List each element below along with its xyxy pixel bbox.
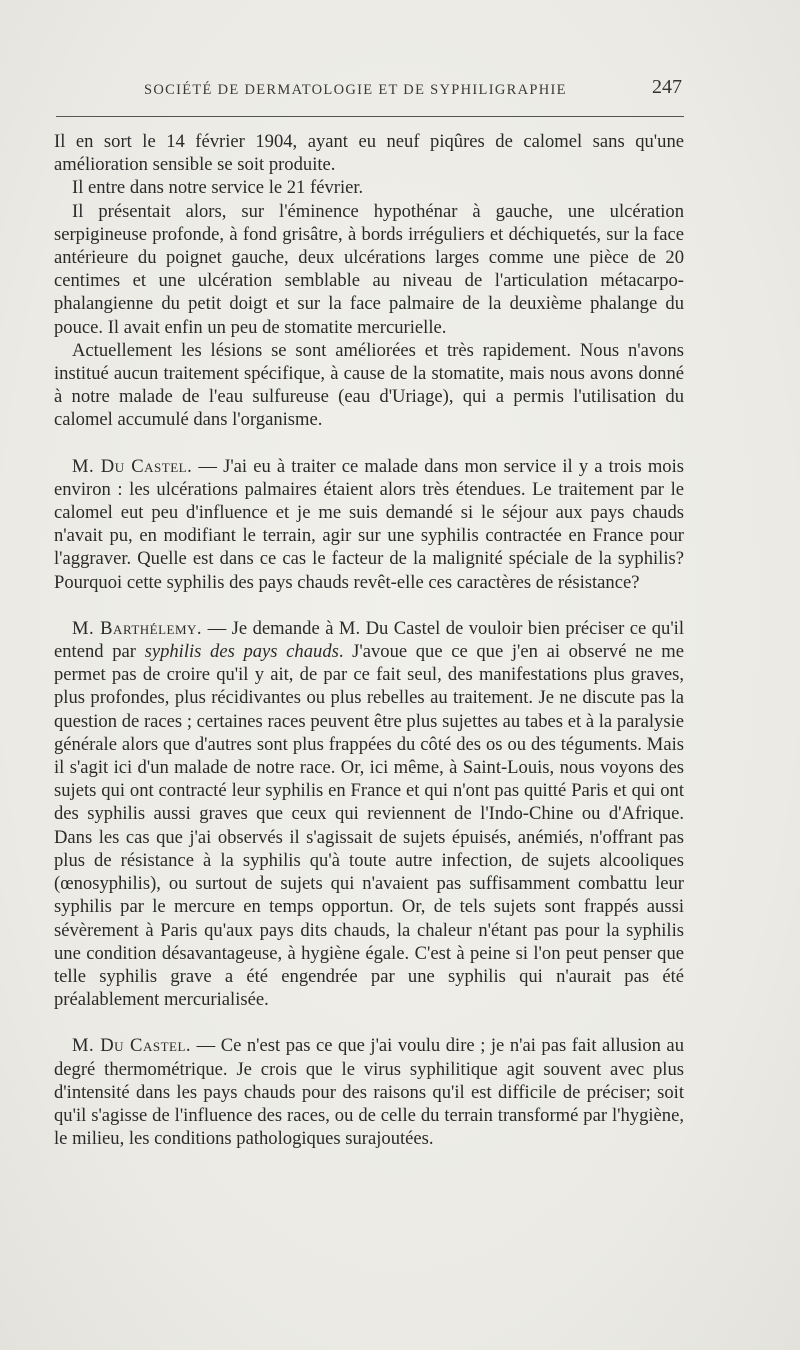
page-header xyxy=(56,76,684,106)
header-rule xyxy=(56,116,684,117)
paragraph: Il entre dans notre service le 21 février. xyxy=(72,177,364,199)
speaker-name: M. Du Castel. xyxy=(72,1035,192,1057)
paragraph xyxy=(54,1034,684,1150)
speech-text: — Je demande à M. Du Castel de vouloir bien préciser ce qu'il entend par xyxy=(54,617,684,663)
body-text xyxy=(54,130,684,1150)
emphasis-text: syphilis des pays chauds xyxy=(144,641,339,663)
paragraph: Actuellement les lésions se sont améliorées et très rapidement. Nous n'avons institué aucun traitement spécifique, à cause de la stomatite, mais nous avons donné à notre malade de l'eau sulfureuse (eau d'Uriage), qui a permis l'utilisation du calomel accumulé dans l'organisme. xyxy=(54,339,684,431)
speech-text: . J'avoue que ce que j'en ai observé ne me permet pas de croire qu'il y ait, de par ce fait seul, des manifestations plus graves, plus profondes, plus récidivantes ou plus rebelles au traitement. Je ne discute pas la question de races ; certaines races peuvent être plus sujettes au tabes et à la paralysie générale alors que d'autres sont plus frappées du côté des os ou des téguments. Mais il s'agit ici d'un malade de notre race. Or, ici même, à Saint-Louis, nous voyons des sujets qui ont contracté leur syphilis en France et qui n'ont pas quitté Paris et qui ont des syphilis aussi graves que ceux qui reviennent de l'Indo-Chine ou d'Afrique. Dans les cas que j'ai observés il s'agissait de sujets épuisés, anémiés, n'offrant pas plus de résistance à la syphilis qu'à toute autre infection, de sujets alcooliques (œnosyphilis), ou surtout de sujets qui n'avaient pas suffisamment combattu leur syphilis par le mercure en temps opportun. Or, de tels sujets sont frappés aussi sévèrement à Paris qu'aux pays dits chauds, la chaleur n'étant pas pour la syphilis une condition désavantageuse, à hygiène égale. C'est à peine si l'on peut penser que telle syphilis grave a été engendrée par une syphilis qui n'aurait pas été préalablement mercurialisée. xyxy=(54,641,684,1011)
speech-text: — J'ai eu à traiter ce malade dans mon service il y a trois mois environ : les ulcérations palmaires étaient alors très étendues. Le traitement par le calomel eut peu d'influence et je me suis demandé si le séjour aux pays chauds n'avait pu, en modifiant le terrain, agir sur une syphilis contractée en France pour l'aggraver. Quelle est dans ce cas le facteur de la malignité spéciale de la syphilis? Pourquoi cette syphilis des pays chauds revêt-elle ces caractères de résistance? xyxy=(54,455,684,593)
paragraph: Il en sort le 14 février 1904, ayant eu neuf piqûres de calomel sans qu'une amélioration sensible se soit produite. xyxy=(54,131,684,176)
speech-text: — Ce n'est pas ce que j'ai voulu dire ; je n'ai pas fait allusion au degré thermométrique. Je crois que le virus syphilitique agit souvent avec plus d'intensité dans les pays chauds pour des raisons qu'il est difficile de préciser; soit qu'il s'agisse de l'influence des races, ou de celle du terrain transformé par l'hygiène, le milieu, les conditions pathologiques surajoutées. xyxy=(54,1035,684,1150)
speaker-name: M. Du Castel. xyxy=(72,455,193,477)
paragraph xyxy=(54,617,684,1011)
paragraph: Il présentait alors, sur l'éminence hypothénar à gauche, une ulcération serpigineuse profonde, à fond grisâtre, à bords irréguliers et déchiquetés, sur la face antérieure du poignet gauche, deux ulcérations larges comme une pièce de 20 centimes et une ulcération semblable au niveau de l'articulation métacarpo-phalangienne du petit doigt et sur la face palmaire de la deuxième phalange du pouce. Il avait enfin un peu de stomatite mercurielle. xyxy=(54,200,684,338)
page-number: 247 xyxy=(652,76,682,98)
speaker-name: M. Barthélemy. xyxy=(72,617,203,639)
running-title: SOCIÉTÉ DE DERMATOLOGIE ET DE SYPHILIGRAPHIE xyxy=(144,82,567,98)
paragraph xyxy=(54,455,684,594)
